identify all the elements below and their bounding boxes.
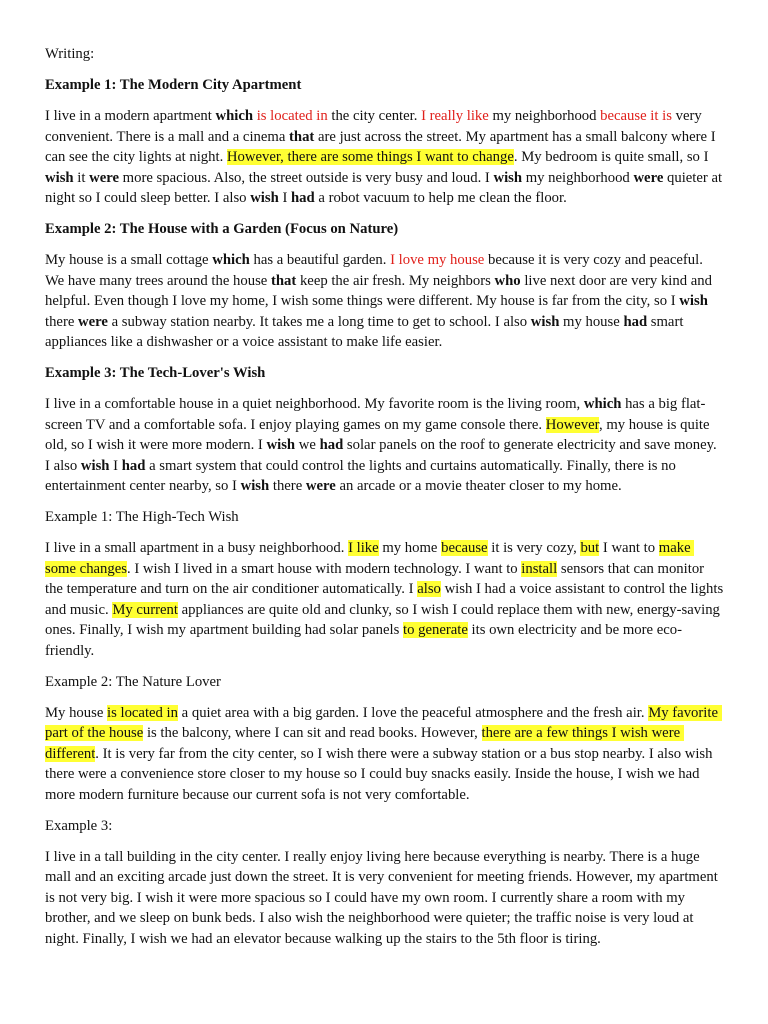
text-run: I live in a tall building in the city center. I really enjoy living here because everything is nearby. There is a huge mall and an exciting arcade just down the street. It is very convenient for meeting friends. However, my apartment is not very big. I wish it were more spacious so I could have my own room. I currently share a room with my brother, and we sleep on bunk beds. I also wish the neighborhood were quieter; the traffic noise is very loud at night. Finally, I wish we had an elevator because walking up the stairs to the 5th floor is tiring. <box>45 848 722 947</box>
text-run: are just across the street. My apartment has a small balcony where I can see the city lights at night. <box>45 128 720 165</box>
section-paragraph <box>45 250 724 353</box>
bold-keyword: wish <box>240 478 270 494</box>
bold-keyword: wish <box>45 169 74 186</box>
highlighted-phrase: install <box>521 560 558 577</box>
section-title: Example 2: The House with a Garden (Focus on Nature) <box>45 221 399 237</box>
text-run: . My bedroom is quite small, so I <box>513 149 713 165</box>
text-run: has a beautiful garden. <box>249 252 391 268</box>
highlighted-phrase: However, there are some things I want to change <box>226 149 514 165</box>
text-run: a quiet area with a big garden. I love the peaceful atmosphere and the fresh air. <box>178 704 649 721</box>
bold-keyword: which <box>583 396 622 412</box>
document-label: Writing: <box>45 46 95 62</box>
highlighted-phrase: is located in <box>107 704 178 721</box>
text-run: quieter at night so I could sleep better. I also <box>45 169 726 206</box>
text-run: has a big flat-screen TV and a comfortable sofa. I enjoy playing games on my game console there. <box>45 396 706 433</box>
bold-keyword: who <box>494 272 521 289</box>
section-paragraph <box>45 703 724 806</box>
text-run: I want to <box>599 540 659 556</box>
text-run: sensors that can monitor the temperature and turn on the air conditioner automatically. I <box>45 560 708 597</box>
text-run: I live in a modern apartment <box>45 108 216 124</box>
text-run: very convenient. There is a mall and a cinema <box>45 108 706 145</box>
red-phrase: because it is <box>600 108 672 124</box>
text-run: it is very cozy, <box>487 540 581 556</box>
highlighted-phrase: I like <box>348 540 379 556</box>
text-run: a robot vacuum to help me clean the floor. <box>314 190 567 206</box>
bold-keyword: wish <box>80 457 110 474</box>
text-run: its own electricity and be more eco-friendly. <box>45 622 682 659</box>
text-run: keep the air fresh. My neighbors <box>296 272 495 289</box>
text-run: there <box>269 478 306 494</box>
text-run: I <box>109 457 122 474</box>
section-title: Example 3: The Tech-Lover's Wish <box>45 365 266 381</box>
text-run: smart appliances like a dishwasher or a voice assistant to make life easier. <box>45 313 688 350</box>
section-paragraph <box>45 847 724 950</box>
text-run: appliances are quite old and clunky, so I wish I could replace them with new, energy-saving ones. Finally, I wish my apartment building had solar panels <box>45 601 724 638</box>
section-title: Example 2: The Nature Lover <box>45 673 221 690</box>
bold-keyword: had <box>121 457 146 474</box>
text-run: a subway station nearby. It takes me a long time to get to school. I also <box>107 313 531 330</box>
text-run: my house <box>559 313 624 330</box>
bold-keyword: wish <box>493 169 523 186</box>
text-run: more spacious. Also, the street outside is very busy and loud. I <box>119 169 494 186</box>
highlighted-phrase: My favorite part of the house <box>45 704 722 741</box>
red-phrase: is located in <box>256 108 328 124</box>
text-run: . It is very far from the city center, so I wish there were a subway station or a bus stop nearby. I also wish there were a convenience store closer to my house so I could buy snacks easily. Inside the house, I wish we had more modern furniture because our current sofa is not very comfortable. <box>45 745 717 803</box>
text-run: there <box>45 293 712 330</box>
text-run: we <box>295 437 320 453</box>
bold-keyword: wish <box>266 437 296 453</box>
text-run: I live in a comfortable house in a quiet neighborhood. My favorite room is the living room, <box>45 396 584 412</box>
text-run: live next door are very kind and helpful. Even though I love my home, I wish some things were different. My house is far from the city, so I <box>45 272 716 309</box>
text-run: an arcade or a movie theater closer to my home. <box>335 478 622 494</box>
red-phrase: I really like <box>421 108 489 124</box>
highlighted-phrase: make some changes <box>45 540 695 577</box>
text-run: my neighborhood <box>522 169 634 186</box>
bold-keyword: which <box>212 252 250 268</box>
bold-keyword: that <box>289 128 315 145</box>
section-title: Example 1: The Modern City Apartment <box>45 77 302 93</box>
text-run: is the balcony, where I can sit and read books. However, <box>143 725 482 741</box>
text-run: I <box>278 190 292 206</box>
section-paragraph <box>45 394 724 497</box>
highlighted-phrase: but <box>580 540 600 556</box>
highlighted-phrase: also <box>417 581 441 597</box>
text-run: because it is very cozy and peaceful. We have many trees around the house <box>45 252 707 289</box>
text-run: wish I had a voice assistant to control the lights and music. <box>45 581 727 618</box>
section-paragraph <box>45 106 724 209</box>
bold-keyword: had <box>319 437 344 453</box>
text-run: . I wish I lived in a smart house with modern technology. I want to <box>126 560 522 577</box>
text-run: a smart system that could control the lights and curtains automatically. Finally, there is no entertainment center nearby, so I <box>45 457 680 494</box>
bold-keyword: had <box>623 313 648 330</box>
highlighted-phrase: there are a few things I wish were different <box>45 725 684 762</box>
section-title: Example 3: <box>45 817 113 834</box>
text-run: I live in a small apartment in a busy neighborhood. <box>45 540 349 556</box>
bold-keyword: were <box>305 478 336 494</box>
bold-keyword: wish <box>530 313 560 330</box>
text-run: the city center. <box>327 108 422 124</box>
highlighted-phrase: However <box>545 416 599 433</box>
text-run: , my house is quite old, so I wish it were more modern. I <box>45 416 714 453</box>
highlighted-phrase: My current <box>112 601 178 618</box>
bold-keyword: were <box>78 313 108 330</box>
text-run: it <box>73 169 90 186</box>
section-paragraph <box>45 538 727 661</box>
bold-keyword: wish <box>250 190 279 206</box>
bold-keyword: were <box>633 169 664 186</box>
red-phrase: I love my house <box>390 252 485 268</box>
bold-keyword: wish <box>679 293 708 309</box>
highlighted-phrase: to generate <box>403 622 468 638</box>
document-sections <box>45 75 727 949</box>
text-run: My house <box>45 704 108 721</box>
text-run: solar panels on the roof to generate electricity and save money. I also <box>45 437 721 474</box>
text-run: my neighborhood <box>488 108 601 124</box>
bold-keyword: were <box>89 169 119 186</box>
highlighted-phrase: because <box>441 540 488 556</box>
section-title: Example 1: The High-Tech Wish <box>45 509 239 525</box>
bold-keyword: that <box>270 272 297 289</box>
text-run: My house is a small cottage <box>45 252 213 268</box>
bold-keyword: which <box>215 108 254 124</box>
bold-keyword: had <box>291 190 315 206</box>
text-run: my home <box>378 540 442 556</box>
